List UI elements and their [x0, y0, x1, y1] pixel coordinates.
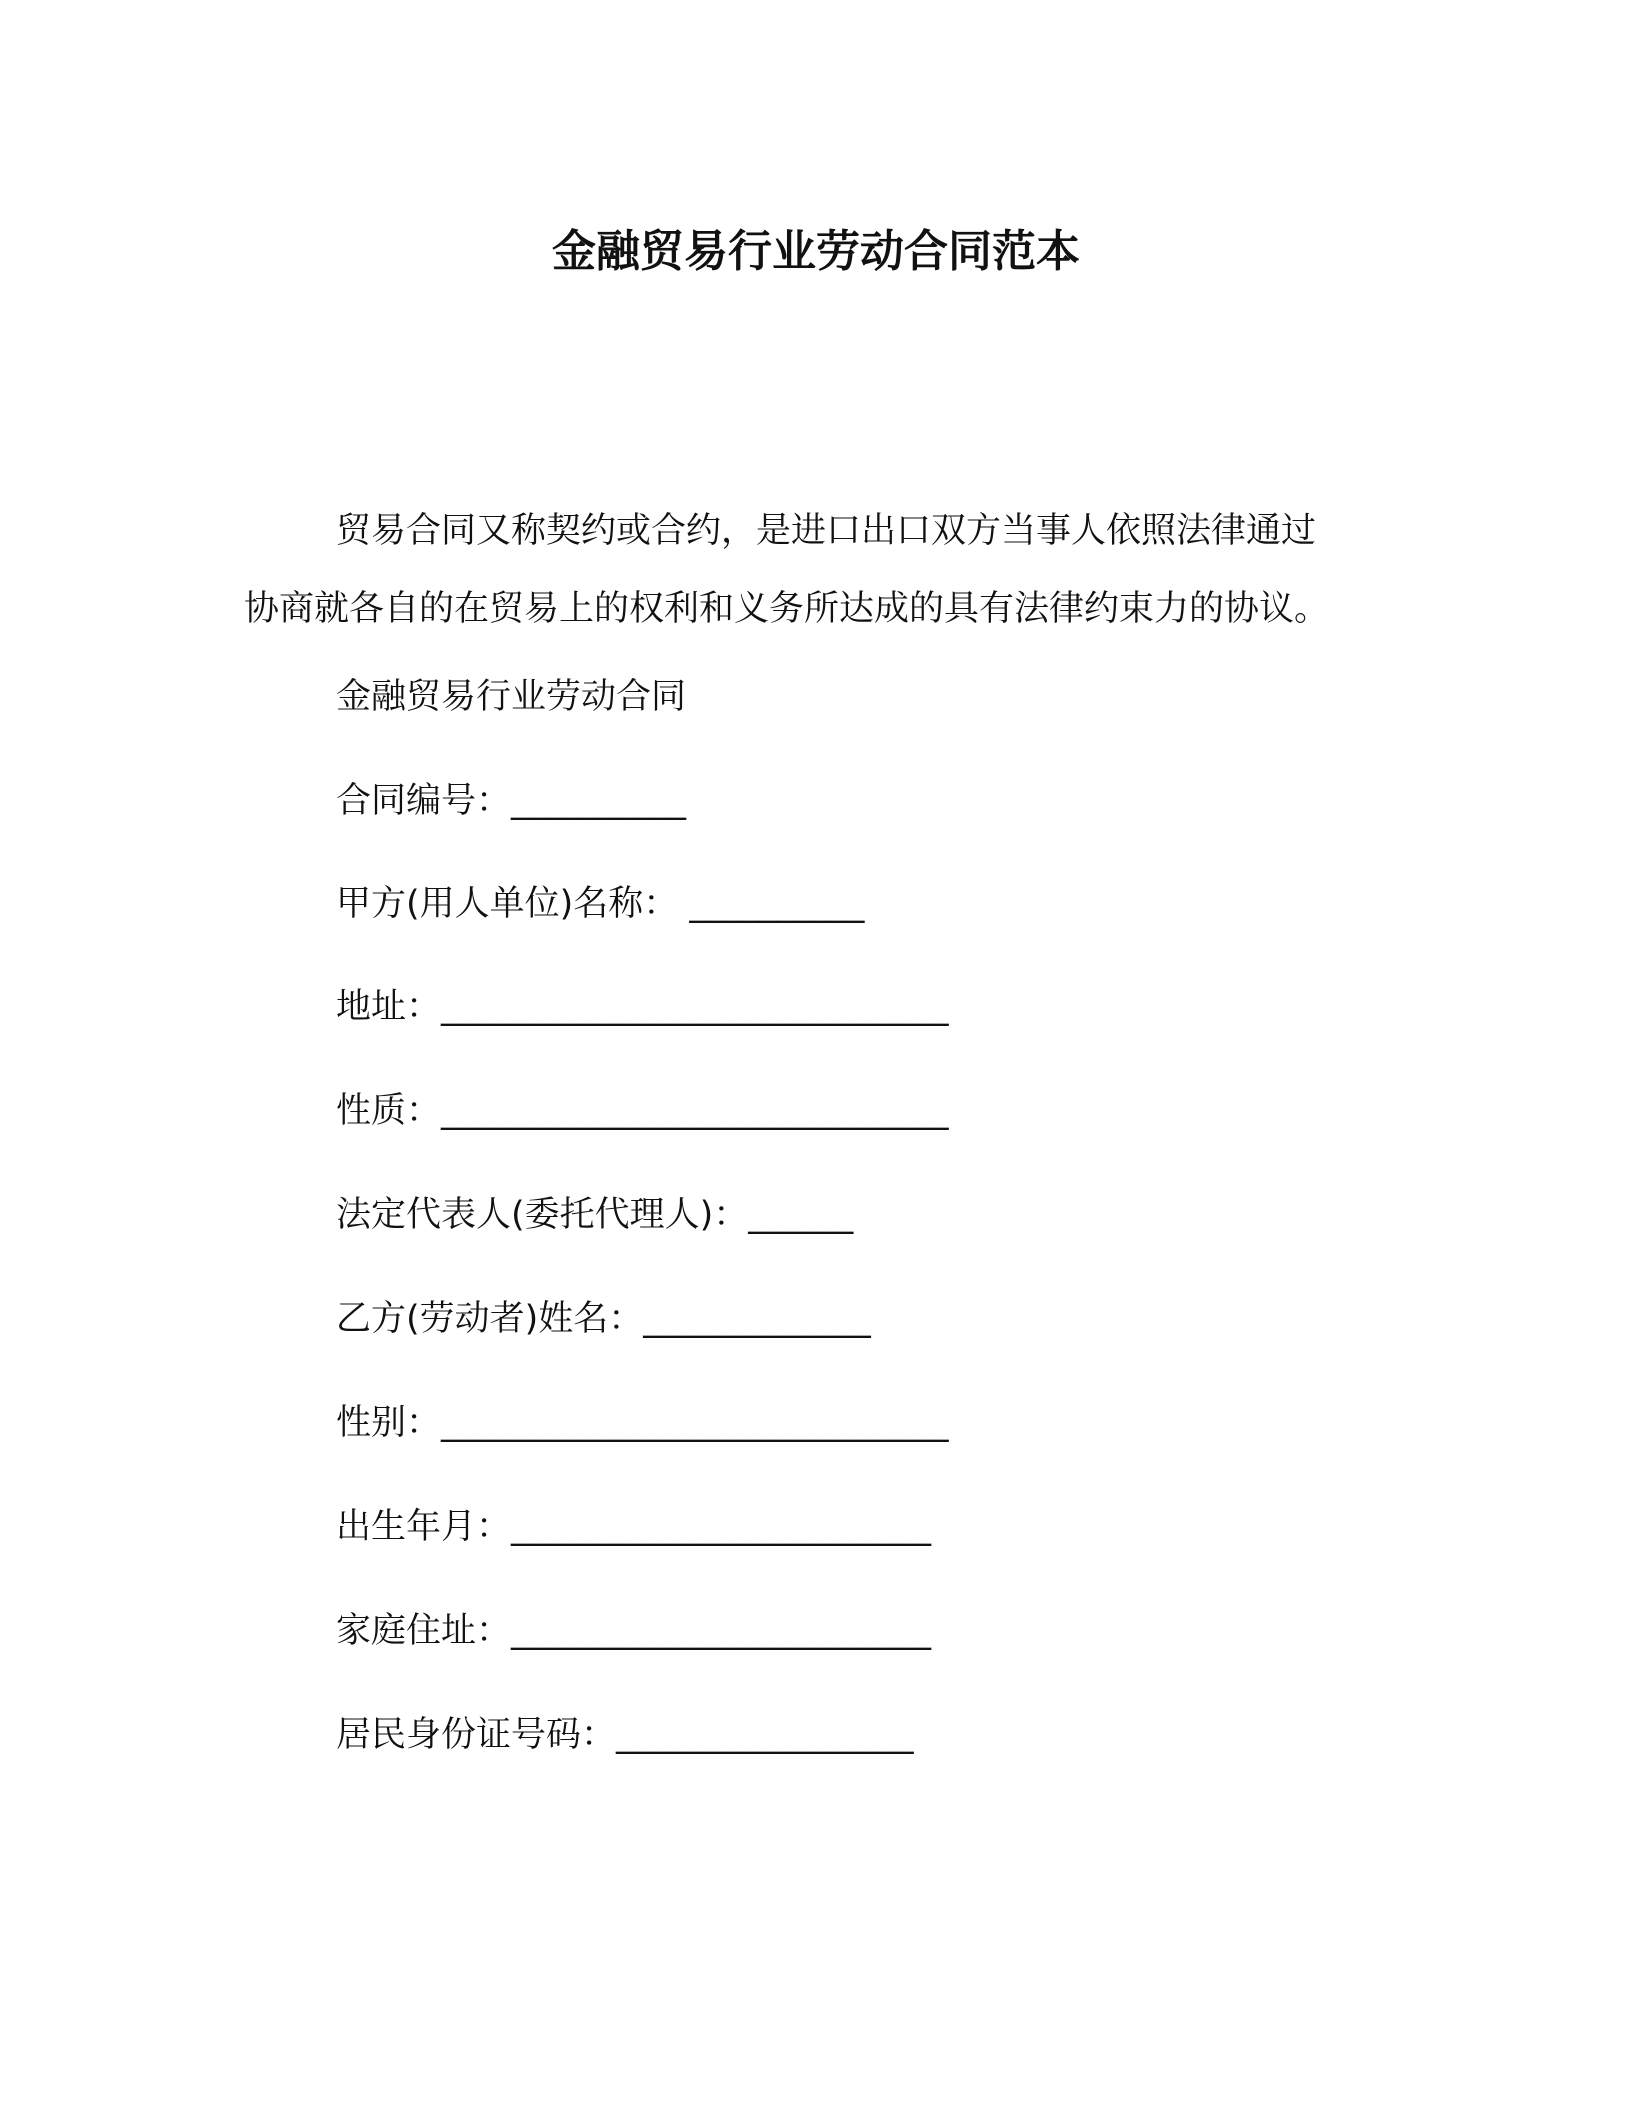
intro-line: 协商就各自的在贸易上的权利和义务所达成的具有法律约束力的协议。: [244, 589, 1330, 629]
field-employee-name: 乙方(劳动者)姓名：_____________: [336, 1299, 871, 1339]
field-id-number: 居民身份证号码：_________________: [336, 1715, 914, 1755]
field-birth-date: 出生年月：________________________: [336, 1507, 932, 1547]
field-contract-number: 合同编号：__________: [336, 781, 687, 821]
intro-paragraph: [244, 492, 1388, 648]
field-nature: 性质：_____________________________: [336, 1091, 949, 1131]
field-gender: 性别：_____________________________: [336, 1403, 949, 1443]
field-home-address: 家庭住址：________________________: [336, 1611, 932, 1651]
field-legal-representative: 法定代表人(委托代理人)：______: [336, 1195, 854, 1235]
document-title: 金融贸易行业劳动合同范本: [552, 226, 1080, 277]
intro-line: 贸易合同又称契约或合约，是进口出口双方当事人依照法律通过: [336, 511, 1317, 551]
field-employer-name: 甲方(用人单位)名称： __________: [336, 884, 865, 924]
field-address: 地址：_____________________________: [336, 987, 949, 1027]
contract-subtitle: 金融贸易行业劳动合同: [336, 677, 687, 717]
